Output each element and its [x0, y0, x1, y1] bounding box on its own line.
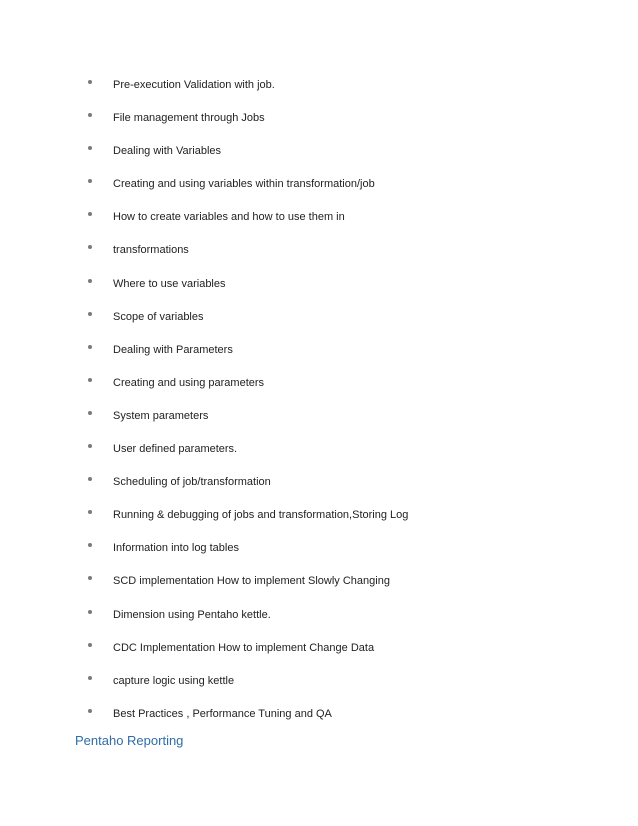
section-heading: Pentaho Reporting: [75, 733, 184, 748]
list-item: [0, 473, 638, 506]
bullet-dot-icon: [88, 312, 92, 316]
bullet-dot-icon: [88, 146, 92, 150]
bullet-dot-icon: [88, 411, 92, 415]
list-item-text: How to create variables and how to use them in: [113, 211, 345, 224]
list-item: [0, 639, 638, 672]
bullet-dot-icon: [88, 510, 92, 514]
list-item: [0, 341, 638, 374]
list-item: [0, 109, 638, 142]
list-item-text: Best Practices , Performance Tuning and QA: [113, 707, 332, 720]
bullet-dot-icon: [88, 477, 92, 481]
list-item: [0, 539, 638, 572]
bullet-dot-icon: [88, 378, 92, 382]
list-item-text: Where to use variables: [113, 277, 226, 290]
list-item-text: CDC Implementation How to implement Change Data: [113, 641, 375, 654]
list-item-text: Creating and using parameters: [113, 376, 265, 389]
list-item-text: File management through Jobs: [113, 112, 265, 125]
list-item: [0, 142, 638, 175]
bullet-dot-icon: [88, 709, 92, 713]
list-item-text: Pre-execution Validation with job.: [113, 79, 275, 91]
bullet-dot-icon: [88, 179, 92, 183]
list-item-text: System parameters: [113, 409, 209, 422]
list-item-text: Running & debugging of jobs and transformation,Storing Log: [113, 509, 409, 522]
list-item: [0, 440, 638, 473]
list-item: [0, 672, 638, 705]
bullet-dot-icon: [88, 345, 92, 349]
list-item: [0, 407, 638, 440]
list-item-text: transformations: [113, 244, 189, 257]
bullet-dot-icon: [88, 610, 92, 614]
bullet-dot-icon: [88, 212, 92, 216]
bullet-dot-icon: [88, 676, 92, 680]
list-item: [0, 374, 638, 407]
list-item: [0, 208, 638, 241]
list-item: [0, 175, 638, 208]
bullet-list: [0, 76, 638, 738]
bullet-dot-icon: [88, 543, 92, 547]
list-item-text: Scheduling of job/transformation: [113, 476, 271, 489]
bullet-dot-icon: [88, 279, 92, 283]
bullet-dot-icon: [88, 113, 92, 117]
bullet-dot-icon: [88, 576, 92, 580]
list-item: [0, 572, 638, 605]
bullet-dot-icon: [88, 245, 92, 249]
bullet-dot-icon: [88, 643, 92, 647]
list-item-text: Scope of variables: [113, 310, 204, 323]
list-item: [0, 241, 638, 274]
list-item-text: Dealing with Variables: [113, 145, 222, 158]
list-item-text: Information into log tables: [113, 542, 239, 555]
list-item-text: Creating and using variables within transformation/job: [113, 178, 375, 191]
list-item: [0, 308, 638, 341]
list-item: [0, 606, 638, 639]
list-item: [0, 275, 638, 308]
list-item-text: Dimension using Pentaho kettle.: [113, 608, 271, 621]
list-item-text: SCD implementation How to implement Slowly Changing: [113, 575, 390, 588]
list-item-text: capture logic using kettle: [113, 674, 235, 687]
list-item: [0, 76, 638, 109]
bullet-dot-icon: [88, 444, 92, 448]
list-item-text: Dealing with Parameters: [113, 343, 233, 356]
bullet-dot-icon: [88, 80, 92, 84]
list-item: [0, 506, 638, 539]
list-item-text: User defined parameters.: [113, 443, 238, 456]
